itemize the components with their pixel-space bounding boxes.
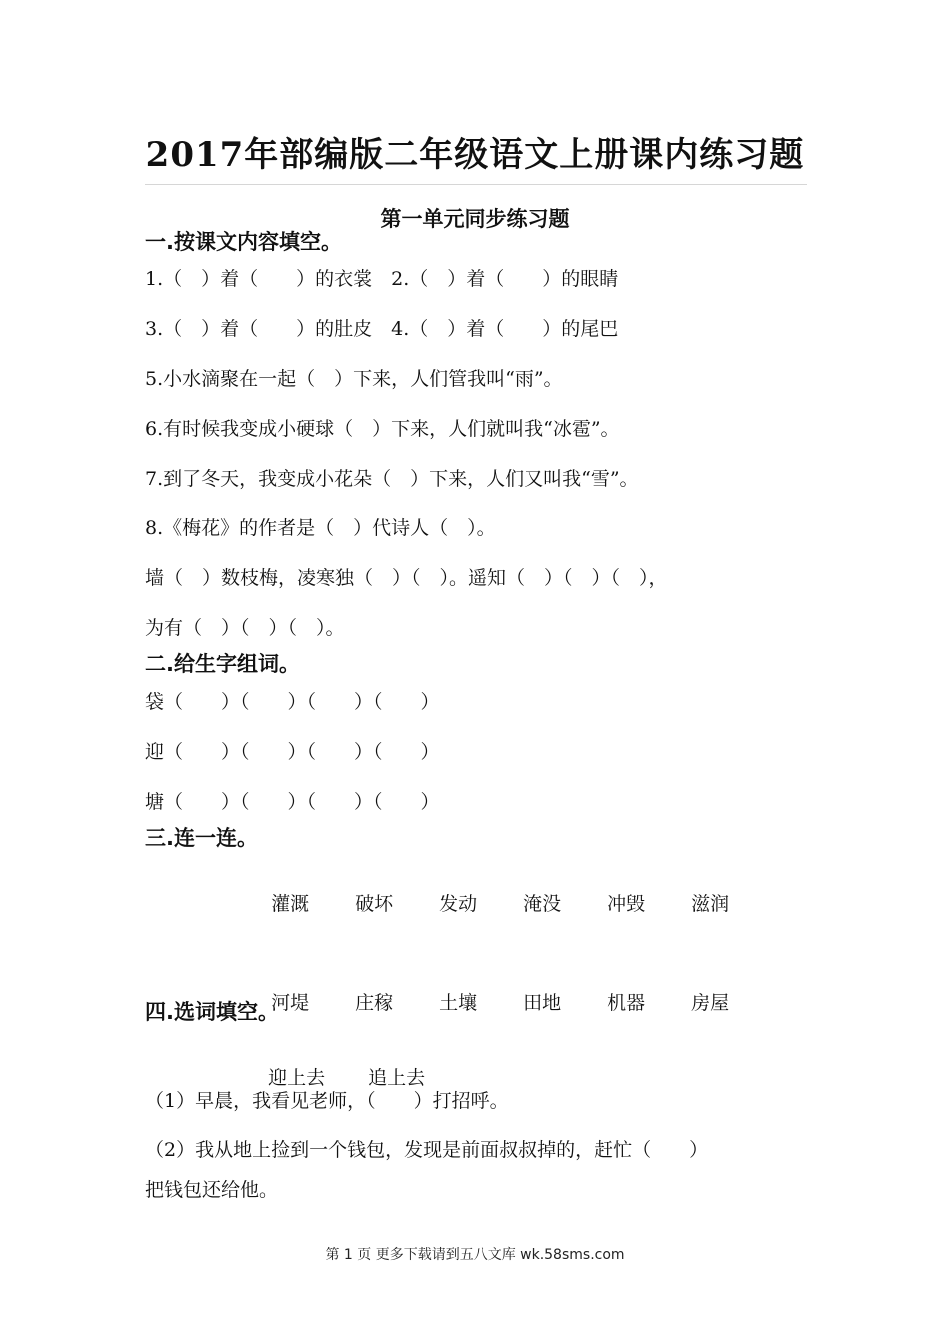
word-group-line: 塘（ ）（ ）（ ）（ ） [145,791,440,813]
section-4-heading: 四.选词填空。 [145,1000,279,1024]
word-option: 追上去 [368,1067,426,1089]
word-option: 迎上去 [268,1067,326,1089]
question-line: 6.有时候我变成小硬球（ ）下来，人们就叫我“冰雹”。 [145,418,620,440]
matching-word: 房屋 [691,992,730,1014]
fill-sentence: （1）早晨，我看见老师，（ ）打招呼。 [145,1090,509,1112]
question-line: 5.小水滴聚在一起（ ）下来，人们管我叫“雨”。 [145,368,563,390]
question-line: 7.到了冬天，我变成小花朵（ ）下来，人们又叫我“雪”。 [145,468,639,490]
matching-word: 庄稼 [355,992,394,1014]
word-group-line: 袋（ ）（ ）（ ）（ ） [145,691,440,713]
matching-word: 河堤 [271,992,310,1014]
section-3-heading: 三.连一连。 [145,826,258,850]
poem-line: 墙（ ）数枝梅，凌寒独（ ）（ ）。遥知（ ）（ ）（ ）， [145,567,668,589]
matching-word: 田地 [523,992,562,1014]
document-title: 2017年部编版二年级语文上册课内练习题 [145,135,805,175]
matching-word: 冲毁 [607,893,646,915]
matching-word: 机器 [607,992,646,1014]
section-1-heading: 一.按课文内容填空。 [145,230,342,254]
matching-word: 淹没 [523,893,562,915]
title-divider [145,184,807,185]
matching-word: 滋润 [691,893,730,915]
section-2-heading: 二.给生字组词。 [145,652,300,676]
matching-word: 土壤 [439,992,478,1014]
page-footer: 第 1 页 更多下载请到五八文库 wk.58sms.com [325,1247,625,1263]
question-line: 3.（ ）着（ ）的肚皮 4.（ ）着（ ）的尾巴 [145,318,619,340]
fill-sentence: （2）我从地上捡到一个钱包，发现是前面叔叔掉的，赶忙（ ） [145,1139,709,1161]
matching-word: 灌溉 [271,893,310,915]
unit-subtitle: 第一单元同步练习题 [380,207,570,231]
matching-bottom-row [247,961,775,1045]
matching-top-row [247,862,775,946]
poem-line: 为有（ ）（ ）（ ）。 [145,617,345,639]
question-line: 8.《梅花》的作者是（ ）代诗人（ ）。 [145,517,496,539]
word-group-line: 迎（ ）（ ）（ ）（ ） [145,741,440,763]
matching-word: 发动 [439,893,478,915]
question-line: 1.（ ）着（ ）的衣裳 2.（ ）着（ ）的眼睛 [145,268,619,290]
fill-sentence-continued: 把钱包还给他。 [145,1179,279,1201]
matching-word: 破坏 [355,893,394,915]
